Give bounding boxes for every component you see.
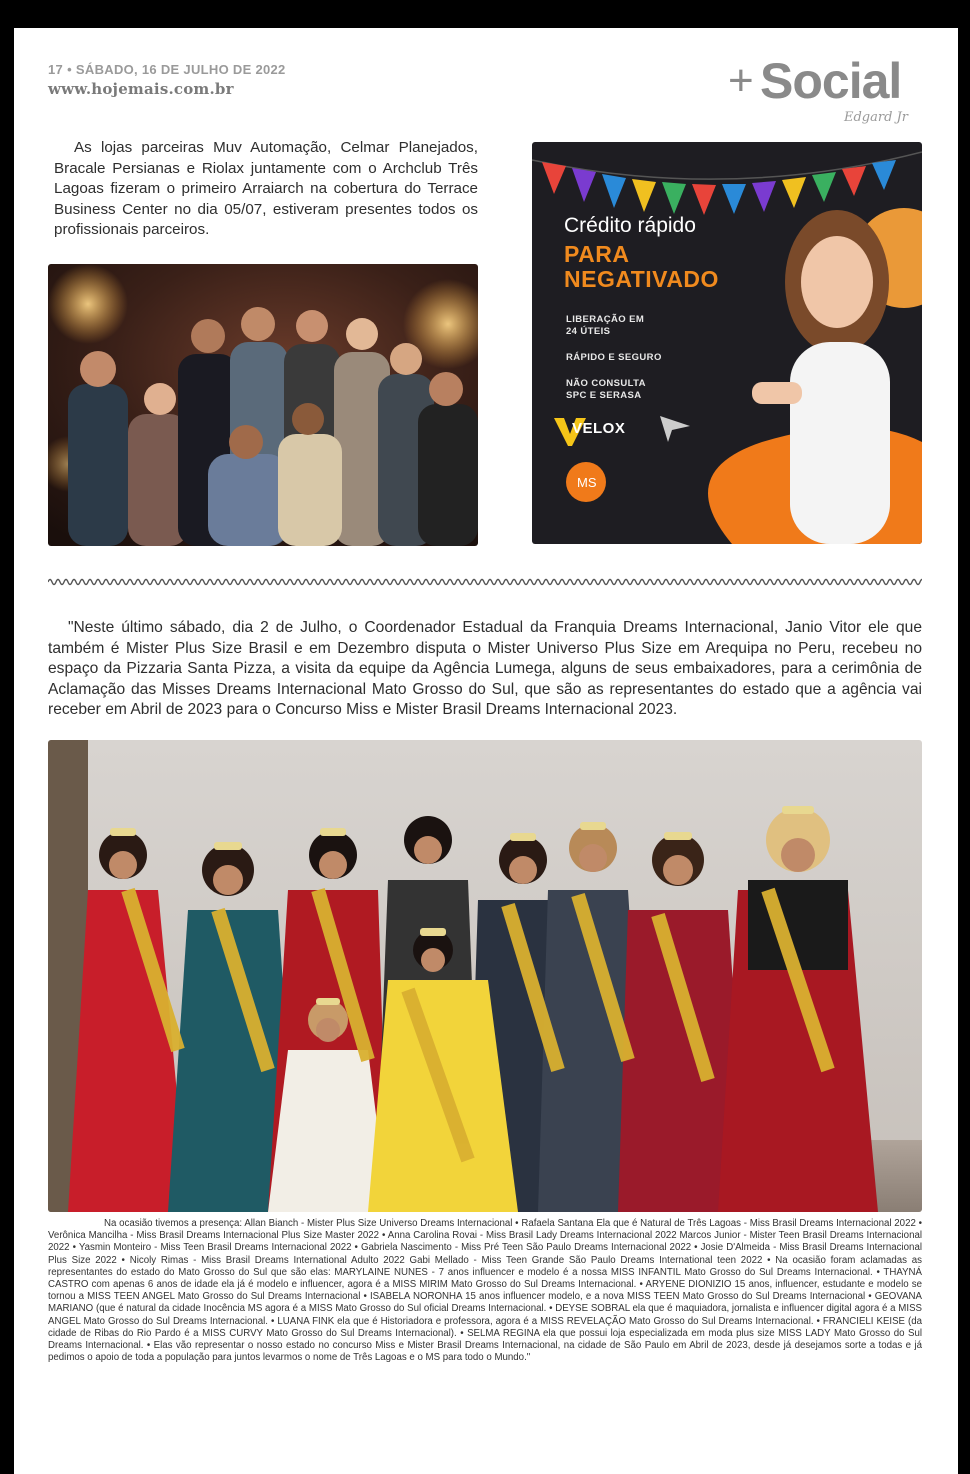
party-group-photo	[48, 264, 478, 546]
misses-group-photo	[48, 740, 922, 1212]
ad-title-highlight	[564, 242, 719, 292]
ad-benefit1-line1: LIBERAÇÃO EM	[566, 314, 645, 325]
partner-logo: MS	[577, 475, 597, 490]
social-column-logo	[728, 46, 928, 126]
ad-benefit1-line2: 24 ÚTEIS	[566, 326, 611, 337]
newspaper-page	[14, 28, 958, 1474]
ad-title-line1: Crédito rápido	[564, 214, 696, 237]
site-url[interactable]: www.hojemais.com.br	[48, 80, 234, 98]
ad-brand: VELOX	[572, 420, 626, 437]
credit-advertisement[interactable]	[532, 142, 922, 544]
logo-text: Social	[760, 53, 902, 109]
separator-dot: •	[67, 62, 72, 77]
page-header-date	[48, 62, 286, 77]
ad-benefit3-line2: SPC E SERASA	[566, 390, 642, 401]
ad-title-line3: NEGATIVADO	[564, 266, 719, 292]
ad-benefit-safe: RÁPIDO E SEGURO	[566, 352, 662, 363]
photo-caption: Na ocasião tivemos a presença: Allan Bianch - Mister Plus Size Universo Dreams Internacional • Rafaela Santana Ela que é Natural de Três Lagoas - Miss Brasil Dreams Internacional 2022 • Verônica Mancilha - Miss Brasil Dreams Internacional Plus Size Master 2022 • Anna Carolina Rovai - Miss Brasil Lady Dreams Internacional 2022 Marcos Junior - Mister Teen Brasil Dreams Internacional 2022 • Yasmin Monteiro - Miss Teen Brasil Dreams Internacional 2022 • Gabriela Nascimento - Miss Pré Teen São Paulo Dreams Internacional 2022 • Josie D'Almeida - Miss Brasil Dreams Internacional Plus Size 2022 • Nicoly Rimas - Miss Brasil Dreams International Adulto 2022 Gabi Mellado - Miss Teen Grande São Paulo Dreams International teen 2022 • Na ocasião foram aclamadas as representantes do estado do Mato Grosso do Sul que são elas: MARYLAINE NUNES - 7 anos influencer e modelo é a nossa MISS INFANTIL Mato Grosso do Sul Dreams Internacional. • THAYNÁ CASTRO com apenas 6 anos de idade ela já é modelo e influencer, agora é a MISS MIRIM Mato Grosso do Sul Dreams Internacional. • ARYENE DIONIZIO 15 anos, influencer, estudante e modelo se tornou a MISS TEEN ANGEL Mato Grosso do Sul Dreams Internacional • ISABELA NORONHA 15 anos influencer modelo, e a nova MISS TEEN Mato Grosso do Sul Dreams Internacional • GEOVANA MARIANO (que é natural da cidade Inocência MS agora é a MISS Mato Grosso do Sul oficial Dreams Internacional. • DEYSE SOBRAL ela que é maquiadora, jornalista e influencer digital agora é a MISS ANGEL Mato Grosso do Sul Dreams Internacional. • LUANA FINK ela que é Historiadora e professora, agora é a MISS REVELAÇÃO Mato Grosso do Sul Dreams Internacional. • FRANCIELI KEISE (da cidade de Ribas do Rio Pardo é a MISS CURVY Mato Grosso do Sul Dreams Internacional). • SELMA REGINA ela que possui loja especializada em moda plus size MISS LADY Mato Grosso do Sul Dreams Internacional. • Elas vão representar o nosso estado no concurso Miss e Mister Brasil Dreams Internacional, na cidade de São Paulo em Abril de 2023, desde já desejamos sorte a todas e já pedimos o apoio de toda a população para juntos levarmos o nome de Três Lagoas e o MS para todo o Mundo."	[48, 1218, 922, 1364]
event-quote-paragraph: "Neste último sábado, dia 2 de Julho, o Coordenador Estadual da Franquia Dreams Internacional, Janio Vitor ele que também é Mister Plus Size Brasil e em Dezembro disputa o Mister Universo Plus Size em Arequipa no Peru, recebeu no espaço da Pizzaria Santa Pizza, a visita da equipe da Agência Lumega, alguns de seus embaixadores, para a cerimônia de Aclamação das Misses Dreams Internacional Mato Grosso do Sul, que são as representantes do estado que a agência vai receber em Abril de 2023 para o Concurso Miss e Mister Brasil Dreams Internacional 2023.	[48, 619, 922, 718]
ad-benefit-release	[566, 314, 644, 338]
logo-signature: Edgard Jr	[844, 110, 908, 125]
page-number: 17	[48, 62, 64, 77]
ad-benefit3-line1: NÃO CONSULTA	[566, 378, 646, 389]
ad-benefit-no-check	[566, 378, 646, 402]
issue-date: SÁBADO, 16 DE JULHO DE 2022	[75, 62, 286, 77]
logo-plus: +	[728, 56, 754, 105]
intro-paragraph: As lojas parceiras Muv Automação, Celmar Planejados, Bracale Persianas e Riolax juntamente com o Archclub Três Lagoas fizeram o primeiro Arraiarch na cobertura do Terrace Business Center no dia 05/07, estiveram presentes todos os profissionais parceiros.	[54, 139, 478, 238]
wavy-divider	[48, 576, 922, 588]
ad-title-line2: PARA	[564, 241, 630, 267]
